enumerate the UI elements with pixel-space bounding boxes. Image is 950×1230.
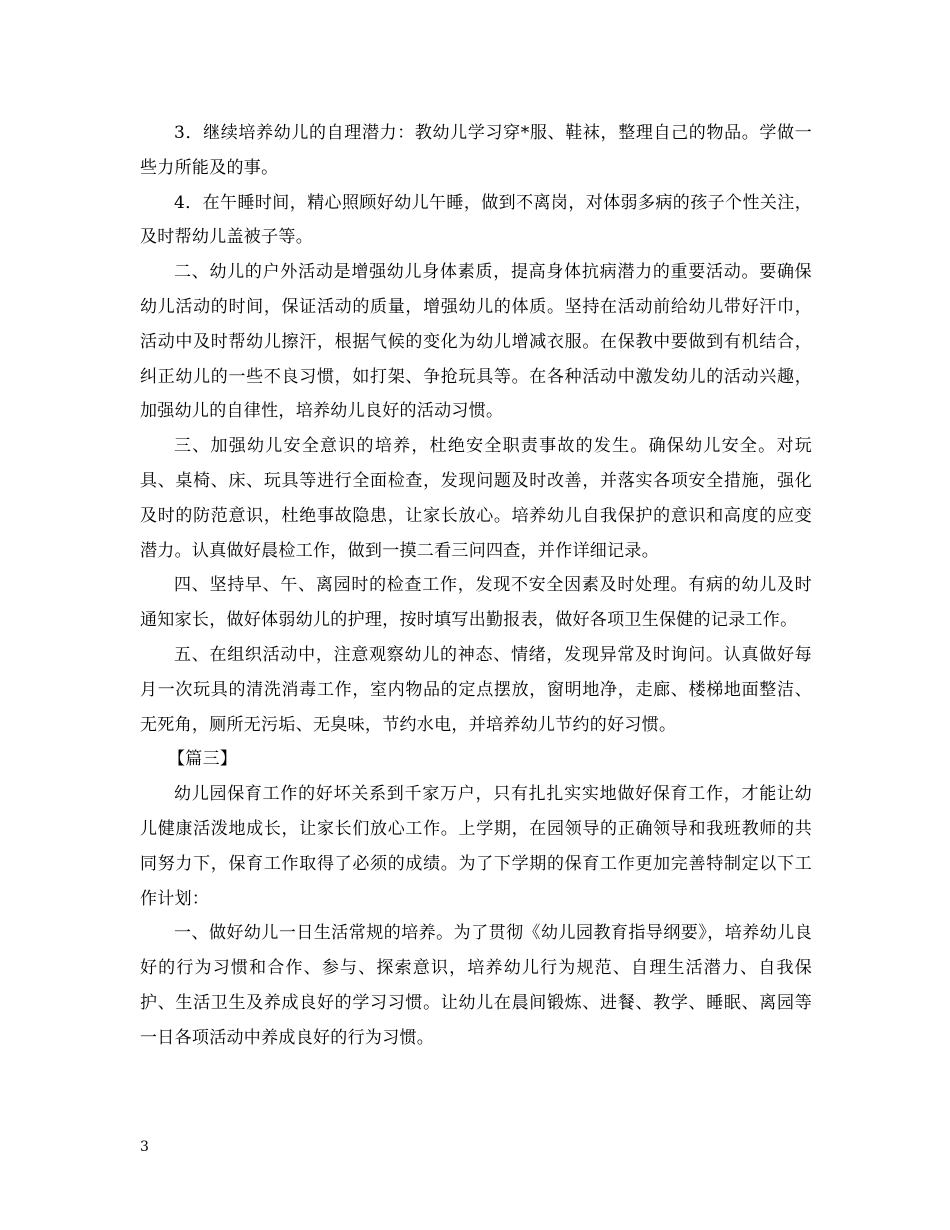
paragraph-activity-observation: 五、在组织活动中，注意观察幼儿的神态、情绪，发现异常及时询问。认真做好每月一次玩具的清洗消毒工作，室内物品的定点摆放，窗明地净，走廊、楼梯地面整洁、无死角，厕所无污垢、无臭味，节约水电，并培养幼儿节约的好习惯。	[140, 644, 812, 735]
paragraph-daily-routine: 一、做好幼儿一日生活常规的培养。为了贯彻《幼儿园教育指导纲要》，培养幼儿良好的行为习惯和合作、参与、探索意识，培养幼儿行为规范、自理生活潜力、自我保护、生活卫生及养成良好的学习习惯。让幼儿在晨间锻炼、进餐、教学、睡眠、离园等一日各项活动中养成良好的行为习惯。	[140, 923, 812, 1048]
page-number: 3	[140, 1139, 149, 1155]
paragraph-self-care: 3．继续培养幼儿的自理潜力：教幼儿学习穿*服、鞋袜，整理自己的物品。学做一些力所能及的事。	[140, 123, 812, 178]
paragraph-nap-time: 4．在午睡时间，精心照顾好幼儿午睡，做到不离岗，对体弱多病的孩子个性关注，及时帮幼儿盖被子等。	[140, 192, 812, 248]
paragraph-safety-awareness: 三、加强幼儿安全意识的培养，杜绝安全职责事故的发生。确保幼儿安全。对玩具、桌椅、床、玩具等进行全面检查，发现问题及时改善，并落实各项安全措施，强化及时的防范意识，杜绝事故隐患，让家长放心。培养幼儿自我保护的意识和高度的应变潜力。认真做好晨检工作，做到一摸二看三问四查，并作详细记录。	[140, 436, 812, 561]
paragraph-outdoor-activities: 二、幼儿的户外活动是增强幼儿身体素质，提高身体抗病潜力的重要活动。要确保幼儿活动的时间，保证活动的质量，增强幼儿的体质。坚持在活动前给幼儿带好汗巾，活动中及时帮幼儿擦汗，根据气候的变化为幼儿增减衣服。在保教中要做到有机结合，纠正幼儿的一些不良习惯，如打架、争抢玩具等。在各种活动中激发幼儿的活动兴趣，加强幼儿的自律性，培养幼儿良好的活动习惯。	[140, 262, 812, 422]
section-heading-part-three: 【篇三】	[168, 749, 238, 770]
paragraph-part-three-intro: 幼儿园保育工作的好坏关系到千家万户，只有扎扎实实地做好保育工作，才能让幼儿健康活泼地成长，让家长们放心工作。上学期，在园领导的正确领导和我班教师的共同努力下，保育工作取得了必须的成绩。为了下学期的保育工作更加完善特制定以下工作计划：	[140, 784, 812, 909]
document-body	[140, 116, 812, 1056]
paragraph-inspection-work: 四、坚持早、午、离园时的检查工作，发现不安全因素及时处理。有病的幼儿及时通知家长，做好体弱幼儿的护理，按时填写出勤报表，做好各项卫生保健的记录工作。	[140, 575, 812, 631]
